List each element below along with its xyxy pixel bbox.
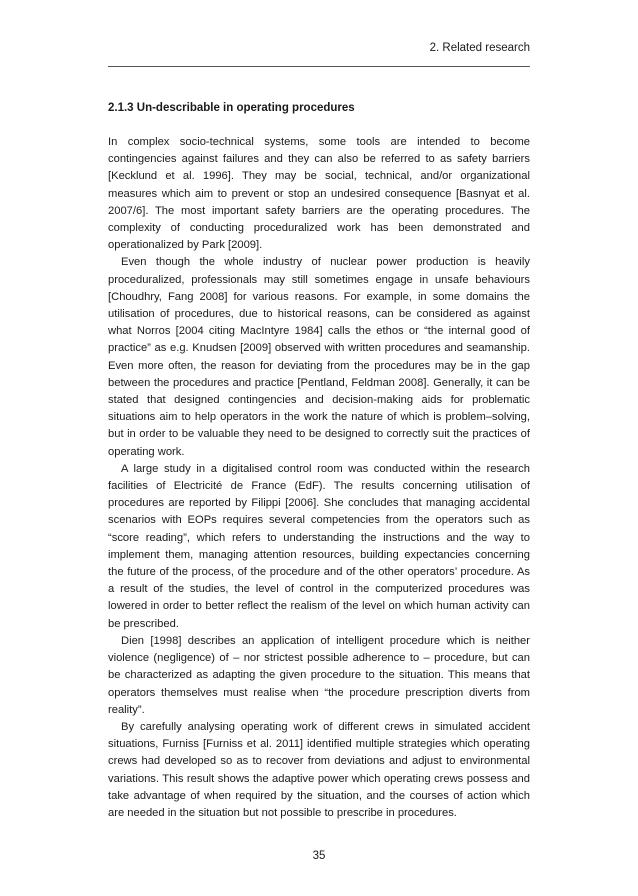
page-number: 35 bbox=[312, 850, 326, 862]
paragraph-2: Even though the whole industry of nuclear power production is heavily proceduralized, professionals may still sometimes engage in unsafe behaviours [Choudhry, Fang 2008] for various reasons. For example, in some domains the utilisation of procedures, due to historical reasons, can be considered as against what Norros [2004 citing MacIntyre 1984] calls the ethos or “the internal good of practice” as e.g. Knudsen [2009] observed with written procedures and seamanship. Even more often, the reason for deviating from the procedures may be in the gap between the procedures and practice [Pentland, Feldman 2008]. Generally, it can be stated that designed contingencies and decision-making aids for problematic situations aim to help operators in the work the nature of which is problem–solving, but in order to be valuable they need to be designed to correctly suit the practices of operating work. bbox=[108, 256, 530, 458]
paragraph-3: A large study in a digitalised control room was conducted within the research facilities of Electricité de France (EdF). The results concerning utilisation of procedures are reported by Filippi [2006]. She concludes that managing accidental scenarios with EOPs requires several competencies from the operators such as “score reading”, which refers to understanding the instructions and the way to implement them, managing attention resources, building expectancies concerning the future of the process, of the procedure and of the other operators’ procedure. As a result of the studies, the level of control in the computerized procedures was lowered in order to better reflect the realism of the level on which human activity can be prescribed. bbox=[108, 462, 530, 630]
paragraph-5: By carefully analysing operating work of different crews in simulated accident situations, Furniss [Furniss et al. 2011] identified multiple strategies which operating crews had developed so as to recover from deviations and adjust to environmental variations. This result shows the adaptive power which operating crews possess and take advantage of when required by the situation, and the courses of action which are needed in the situation but not possible to prescribe in procedures. bbox=[108, 720, 530, 819]
paragraph-1: In complex socio-technical systems, some tools are intended to become contingencies against failures and they can also be referred to as safety barriers [Kecklund et al. 1996]. They may be social, technical, and/or organizational measures which aim to prevent or stop an undesired consequence [Basnyat et al. 2007/6]. The most important safety barriers are the operating procedures. The complexity of conducting proceduralized work has been demonstrated and operationalized by Park [2009]. bbox=[108, 136, 530, 252]
body-text bbox=[108, 134, 530, 822]
header-rule bbox=[108, 66, 530, 67]
paragraph-4: Dien [1998] describes an application of intelligent procedure which is neither violence (negligence) of – nor strictest possible adherence to – procedure, but can be characterized as adapting the given procedure to the situation. This means that operators themselves must realise when “the procedure prescription diverts from reality”. bbox=[108, 634, 530, 716]
section-heading: 2.1.3 Un-describable in operating procedures bbox=[108, 102, 355, 114]
running-header: 2. Related research bbox=[429, 42, 530, 54]
